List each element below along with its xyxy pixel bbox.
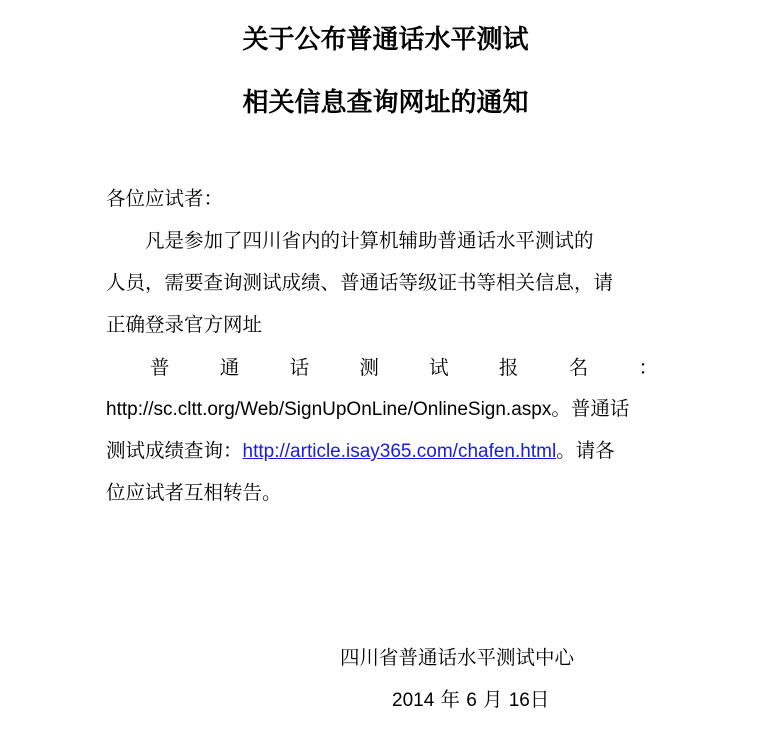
spread-char: 试 xyxy=(429,356,449,379)
score-query-suffix: 。请各 xyxy=(556,439,615,462)
date-year-unit: 年 xyxy=(440,688,460,711)
spread-char: 名 xyxy=(568,356,589,379)
closing-line: 位应试者互相转告。 xyxy=(106,481,282,504)
spread-char: 报 xyxy=(498,356,519,379)
score-query-line xyxy=(106,430,615,472)
spread-char: 通 xyxy=(219,356,240,379)
score-query-label: 测试成绩查询： xyxy=(106,439,243,462)
date-month: 6 xyxy=(466,690,477,711)
title-line-1: 关于公布普通话水平测试 xyxy=(242,25,529,55)
salutation: 各位应试者： xyxy=(106,187,224,210)
signup-url-suffix: 。普通话 xyxy=(551,397,630,420)
signature-organization: 四川省普通话水平测试中心 xyxy=(340,646,575,669)
signature-date xyxy=(392,679,549,722)
title-line-2: 相关信息查询网址的通知 xyxy=(242,88,529,118)
spread-char: 测 xyxy=(359,356,379,379)
spread-char: ： xyxy=(638,356,658,379)
paragraph-line-2: 人员，需要查询测试成绩、普通话等级证书等相关信息，请 xyxy=(106,271,614,294)
date-month-unit: 月 xyxy=(482,688,503,711)
spread-char: 普 xyxy=(150,356,170,379)
spread-char: 话 xyxy=(289,356,310,379)
score-query-link[interactable]: http://article.isay365.com/chafen.html xyxy=(242,441,557,462)
date-day-unit: 日 xyxy=(529,688,550,711)
date-day: 16 xyxy=(508,690,530,711)
signup-label-spread xyxy=(106,345,658,387)
signup-url-text: http://sc.cltt.org/Web/SignUpOnLine/OnlineSign.aspx xyxy=(106,399,552,420)
paragraph-line-1: 凡是参加了四川省内的计算机辅助普通话水平测试的 xyxy=(145,229,594,252)
date-year: 2014 xyxy=(392,690,435,711)
signup-url-line xyxy=(106,388,629,430)
paragraph-line-3: 正确登录官方网址 xyxy=(106,313,263,336)
